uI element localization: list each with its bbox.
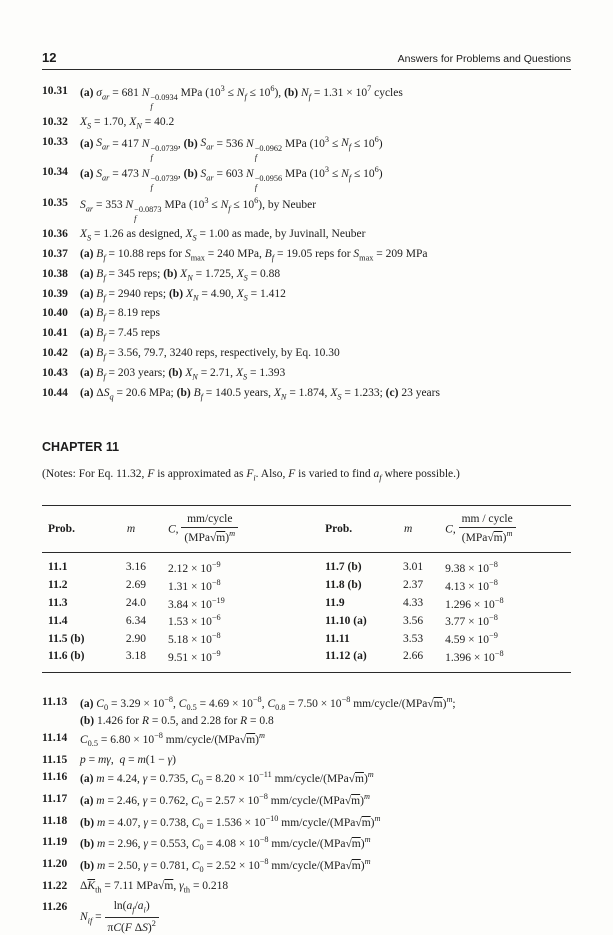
problem-number: 10.38 [42,267,68,280]
problem-number: 11.13 [42,695,68,708]
answer-body: $S_{ar} = 353$ N −0.0873 f MPa $(10^3 \le N_f \le 10^6)$, by Neuber [80,196,317,224]
prob-cell: 11.7 (b) [325,561,362,574]
answer-body: (a) $B_f = 345$ reps; (b) $X_N = 1.725$, $X_S = 0.88$ [80,267,281,283]
col-header-m: m [110,505,152,552]
problem-number: 11.15 [42,753,68,766]
chapter10-answers [42,84,571,402]
table-row [42,552,571,576]
c-cell: $3.84 \times 10^{-19}$ [168,595,225,611]
problem-number: 10.35 [42,197,68,210]
answer-line [42,346,571,363]
answer-body: (b) m = 2.96, γ = 0.553, $C_0 = 4.08 \times 10^{-8}$ $mm/cycle/(MPa√m)^m$ [80,835,371,853]
prob-cell: 11.5 (b) [48,632,85,645]
answer-line [42,792,571,811]
problem-number: 10.34 [42,166,68,179]
problem-number: 10.37 [42,247,68,260]
answer-line [42,135,571,163]
problem-number: 10.39 [42,287,68,300]
m-cell: 2.69 [125,579,146,592]
m-cell: 2.90 [125,632,146,645]
c-cell: $9.38 \times 10^{-8}$ [445,559,498,575]
column-gap [293,648,319,673]
col-header-prob: Prob. [319,505,387,552]
answer-line [42,879,571,896]
m-cell: 24.0 [125,596,146,609]
problem-number: 11.22 [42,879,68,892]
answer-body: (a) $B_f = 203$ years; (b) $X_N = 2.71$, $X_S = 1.393$ [80,366,286,382]
c-cell: $4.59 \times 10^{-9}$ [445,631,498,647]
answer-body: (a) $\sigma_{ar} = 681$ N −0.0934 f MPa $(10^3 \le N_f \le 10^6)$, (b) $N_f = 1.31 \times 10^7$ cycles [80,84,403,111]
c-cell: $5.18 \times 10^{-8}$ [168,631,221,647]
answer-body: (b) m = 4.07, γ = 0.738, $C_0 = 1.536 \times 10^{-10}$ $mm/cycle/(MPa√m)^m$ [80,813,381,831]
answer-body: (a) $B_f = 8.19$ reps [80,307,161,322]
answer-body: (a) m = 4.24, γ = 0.735, $C_0 = 8.20 \times 10^{-11}$ $mm/cycle/(MPa√m)^m$ [80,770,374,788]
table-row [42,648,571,673]
c-cell: $9.51 \times 10^{-9}$ [168,649,221,664]
answer-line [42,287,571,304]
table-row [42,576,571,594]
problem-number: 11.16 [42,771,68,784]
problem-number: 10.32 [42,115,68,128]
prob-cell: 11.11 [325,632,350,645]
prob-cell: 11.8 (b) [325,579,362,592]
answer-line [42,165,571,193]
prob-cell: 11.12 (a) [325,650,367,663]
answer-line [42,770,571,789]
problem-number: 10.33 [42,135,68,148]
table-row [42,630,571,648]
chapter11-answers [42,695,571,935]
answer-body: (a) $\Delta S_q = 20.6$ MPa; (b) $B_f = 140.5$ years, $X_N = 1.874$, $X_S = 1.233$; (c) 23 years [80,386,440,401]
answer-body: (a) $C_0 = 3.29 \times 10^{-8}$, $C_{0.5} = 4.69 \times 10^{-8}$, $C_{0.8} = 7.50 \times 10^{-8}$ $mm/cycle/(MPa√m)^m$; (b) 1.426 for R = 0.5, and 2.28 for R = 0.8 [80,694,456,727]
col-header-c: C, $\frac{\text{mm/cycle}}{(MPa√m)^m}$ [152,505,293,552]
answer-body: (a) $S_{ar} = 417$ N −0.0739 f , (b) $S_{ar} = 536$ N −0.0962 f MPa $(10^3 \le N_f \le 10^6)$ [80,134,383,162]
column-gap [293,594,319,612]
answer-body: $\Delta\overline{K}_{th} = 7.11$ MPa√m, $\gamma_{th} = 0.218$ [80,879,229,894]
prob-cell: 11.1 [48,561,68,574]
m-cell: 3.16 [125,561,146,574]
answer-line [42,900,571,935]
c-cell: $4.13 \times 10^{-8}$ [445,577,498,593]
answer-body: (a) m = 2.46, γ = 0.762, $C_0 = 2.57 \times 10^{-8}$ $mm/cycle/(MPa√m)^m$ [80,792,370,810]
answer-body: (a) $B_f = 7.45$ reps [80,327,161,342]
answer-line [42,695,571,728]
answer-line [42,326,571,343]
col-header-prob: Prob. [42,505,110,552]
m-cell: 2.66 [403,650,424,663]
m-cell: 3.53 [403,632,424,645]
answer-line [42,386,571,403]
problem-number: 10.41 [42,327,68,340]
chapter-heading: CHAPTER 11 [42,440,120,455]
c-cell: $2.12 \times 10^{-9}$ [168,559,221,575]
problem-number: 10.31 [42,85,68,97]
table-row [42,612,571,630]
problem-number: 11.26 [42,901,68,914]
column-gap [293,505,319,552]
problem-number: 10.40 [42,307,68,320]
c-cell: $1.396 \times 10^{-8}$ [445,649,504,664]
answer-line [42,366,571,383]
col-header-m: m [387,505,429,552]
problem-number: 10.36 [42,228,68,241]
col-header-c: C, $\frac{\text{mm / cycle}}{(MPa√m)^m}$ [429,505,571,552]
page-number: 12 [42,50,57,65]
answer-body: $X_S = 1.26$ as designed, $X_S = 1.00$ as made, by Juvinall, Neuber [80,228,366,243]
problem-number: 11.19 [42,836,68,849]
answer-body: (a) $B_f = 3.56$, 79.7, 3240 reps, respectively, by Eq. 10.30 [80,347,340,362]
problem-number: 11.17 [42,793,68,805]
answer-line [42,267,571,284]
crack-growth-constants-table [42,505,571,673]
m-cell: 3.01 [403,561,424,574]
problem-number: 11.20 [42,857,68,870]
answer-line [42,196,571,224]
answer-body: $N_{if}$ = $\frac{\ln(a_f/a_i)}{\pi C(F \Delta S)^2}$ [80,900,571,935]
c-cell: $1.296 \times 10^{-8}$ [445,595,504,611]
prob-cell: 11.3 [48,596,68,609]
m-cell: 4.33 [403,596,424,609]
answer-line [42,247,571,264]
column-gap [293,612,319,630]
m-cell: 6.34 [125,614,146,627]
column-gap [293,576,319,594]
table-header-row [42,505,571,552]
answer-line [42,227,571,244]
prob-cell: 11.6 (b) [48,650,85,663]
c-cell: $3.77 \times 10^{-8}$ [445,613,498,629]
prob-cell: 11.9 [325,596,345,609]
problem-number: 10.44 [42,386,68,399]
answer-body: (a) $S_{ar} = 473$ N −0.0739 f , (b) $S_{ar} = 603$ N −0.0956 f MPa $(10^3 \le N_f \le 10^6)$ [80,165,383,193]
m-cell: 3.56 [403,614,424,627]
m-cell: 3.18 [125,650,146,663]
chapter-notes: (Notes: For Eq. 11.32, F is approximated as $F_i$. Also, F is varied to find $a_f$ where possible.) [42,468,460,483]
answer-line [42,731,571,750]
answer-line [42,857,571,876]
answer-line [42,835,571,854]
column-gap [293,552,319,576]
answer-body: (a) $B_f = 2940$ reps; (b) $X_N = 4.90$, $X_S = 1.412$ [80,287,286,302]
m-cell: 2.37 [403,579,424,592]
c-cell: $1.31 \times 10^{-8}$ [168,577,221,593]
problem-number: 11.14 [42,732,68,745]
problem-number: 10.42 [42,347,68,359]
prob-cell: 11.2 [48,579,68,592]
column-gap [293,630,319,648]
prob-cell: 11.4 [48,614,68,627]
prob-cell: 11.10 (a) [325,614,367,627]
problem-number: 10.43 [42,366,68,379]
answer-line [42,753,571,768]
page-title: Answers for Problems and Questions [397,53,571,65]
c-cell: $1.53 \times 10^{-6}$ [168,613,221,629]
answer-body: $X_S = 1.70$, $X_N = 40.2$ [80,115,175,131]
problem-number: 11.18 [42,814,68,827]
page-header [42,50,571,70]
answer-line [42,814,571,833]
answer-body: (b) m = 2.50, γ = 0.781, $C_0 = 2.52 \times 10^{-8}$ $mm/cycle/(MPa√m)^m$ [80,856,371,875]
table-row [42,594,571,612]
answer-line [42,115,571,132]
answer-line [42,84,571,112]
answer-line [42,306,571,323]
answer-body: (a) $B_f = 10.88$ reps for $S_{max} = 240$ MPa, $B_f = 19.05$ reps for $S_{max} = 209$ MPa [80,247,428,263]
answer-body: p = mγ, q = m(1 − γ) [80,753,176,766]
answer-body: $C_{0.5} = 6.80 \times 10^{-8}$ $mm/cycle/(MPa√m)^m$ [80,731,265,749]
